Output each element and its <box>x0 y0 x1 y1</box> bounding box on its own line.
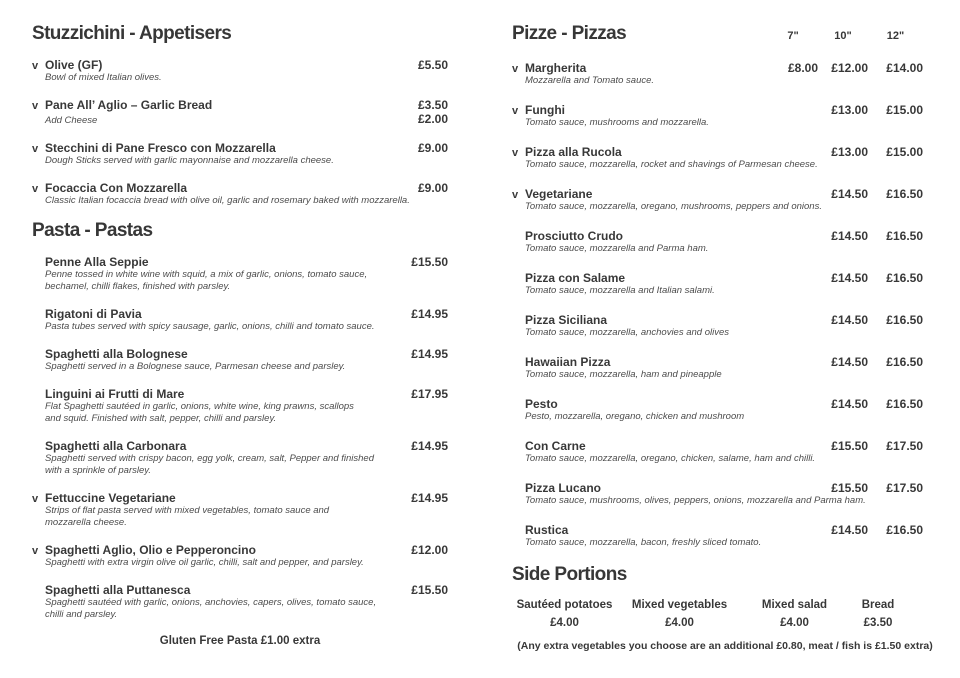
pizza-item <box>512 61 938 87</box>
pizza-price-12in: £16.50 <box>886 523 923 537</box>
item-name: Spaghetti alla Carbonara <box>45 439 187 453</box>
pizza-description: Tomato sauce, mozzarella, oregano, mushrooms, peppers and onions. <box>525 201 822 212</box>
item-description: Bowl of mixed Italian olives. <box>45 72 162 83</box>
menu-item <box>32 387 448 425</box>
pizza-price-7in: £8.00 <box>787 61 818 75</box>
vegetarian-icon: v <box>32 545 39 557</box>
pizza-price-10in: £12.00 <box>831 61 868 75</box>
pizza-item <box>512 187 938 213</box>
vegetarian-icon: v <box>32 143 39 155</box>
side-name: Mixed salad <box>761 599 828 611</box>
item-price: £14.95 <box>411 439 448 453</box>
menu-item <box>32 58 448 84</box>
item-price: £3.50 <box>417 98 448 112</box>
pizza-item <box>512 397 938 423</box>
pizza-name: Hawaiian Pizza <box>525 355 611 369</box>
size-header-12in: 12" <box>886 30 905 42</box>
item-price: £17.95 <box>411 387 448 401</box>
section-sides <box>512 565 938 652</box>
pizza-item <box>512 313 938 339</box>
vegetarian-icon: v <box>512 189 519 201</box>
side-item <box>847 599 909 630</box>
pizza-price-12in: £16.50 <box>886 187 923 201</box>
menu-item <box>32 181 448 207</box>
pizza-price-10in: £13.00 <box>831 145 868 159</box>
extras-note: (Any extra vegetables you choose are an additional £0.80, meat / fish is £1.50 extra) <box>517 640 933 652</box>
side-item <box>742 599 847 630</box>
pizza-item <box>512 523 938 549</box>
vegetarian-icon: v <box>32 100 39 112</box>
pizza-item <box>512 355 938 381</box>
appetisers-title: Stuzzichini - Appetisers <box>32 23 232 44</box>
pizza-item <box>512 481 938 507</box>
item-price: £15.50 <box>411 583 448 597</box>
item-description: Pasta tubes served with spicy sausage, garlic, onions, chilli and tomato sauce. <box>45 321 375 332</box>
pastas-list <box>32 255 448 621</box>
pizza-item <box>512 439 938 465</box>
pizza-price-12in: £17.50 <box>886 481 923 495</box>
pizza-item <box>512 103 938 129</box>
section-appetisers <box>32 24 448 207</box>
side-price: £4.00 <box>780 617 809 629</box>
section-pastas <box>32 221 448 647</box>
pizza-price-12in: £16.50 <box>886 355 923 369</box>
pizza-item <box>512 145 938 171</box>
vegetarian-icon: v <box>512 147 519 159</box>
pizza-name: Pizza alla Rucola <box>525 145 622 159</box>
pizza-price-12in: £14.00 <box>886 61 923 75</box>
pizza-name: Margherita <box>525 61 587 75</box>
pizza-price-12in: £16.50 <box>886 229 923 243</box>
vegetarian-icon: v <box>32 183 39 195</box>
item-description: Penne tossed in white wine with squid, a mix of garlic, onions, tomato sauce, <box>45 269 368 280</box>
left-column <box>32 24 448 652</box>
pizza-item <box>512 271 938 297</box>
item-name: Linguini ai Frutti di Mare <box>45 387 185 401</box>
pizza-price-12in: £16.50 <box>886 271 923 285</box>
pizza-price-10in: £14.50 <box>831 271 868 285</box>
menu-item <box>32 307 448 333</box>
pizza-price-10in: £15.50 <box>831 439 868 453</box>
vegetarian-icon: v <box>32 493 39 505</box>
item-price: £14.95 <box>411 491 448 505</box>
pizza-description: Tomato sauce, mozzarella and Italian salami. <box>525 285 715 296</box>
pizza-price-12in: £15.00 <box>886 103 923 117</box>
pizza-price-10in: £14.50 <box>831 229 868 243</box>
item-price: £12.00 <box>411 543 448 557</box>
side-name: Sautéed potatoes <box>516 599 613 611</box>
menu-item <box>32 141 448 167</box>
pizza-name: Pizza Siciliana <box>525 313 608 327</box>
sides-list <box>512 599 938 630</box>
pizza-price-12in: £16.50 <box>886 397 923 411</box>
pizza-price-10in: £14.50 <box>831 397 868 411</box>
size-header-7in: 7" <box>787 30 799 42</box>
pizza-description: Tomato sauce, mozzarella and Parma ham. <box>525 243 709 254</box>
pizza-price-10in: £14.50 <box>831 313 868 327</box>
menu-item <box>32 543 448 569</box>
pizzas-title: Pizze - Pizzas <box>512 23 627 44</box>
item-description: Spaghetti with extra virgin olive oil garlic, chilli, salt and pepper, and parsley. <box>45 557 364 568</box>
pizza-item <box>512 229 938 255</box>
side-item <box>512 599 617 630</box>
pizza-price-10in: £15.50 <box>831 481 868 495</box>
item-name: Olive (GF) <box>45 58 103 72</box>
pizza-description: Tomato sauce, mozzarella, ham and pineapple <box>525 369 722 380</box>
pizza-name: Funghi <box>525 103 565 117</box>
menu-item <box>32 255 448 293</box>
menu-item <box>32 347 448 373</box>
pizza-header-row <box>512 24 938 44</box>
item-name: Penne Alla Seppie <box>45 255 149 269</box>
item-name: Fettuccine Vegetariane <box>45 491 176 505</box>
side-item <box>617 599 742 630</box>
pizza-description: Tomato sauce, mushrooms and mozzarella. <box>525 117 709 128</box>
pizza-price-10in: £14.50 <box>831 355 868 369</box>
pizza-price-10in: £14.50 <box>831 523 868 537</box>
pizza-description: Mozzarella and Tomato sauce. <box>525 75 655 86</box>
pizza-name: Pesto <box>525 397 558 411</box>
item-name: Spaghetti alla Puttanesca <box>45 583 191 597</box>
pizza-description: Tomato sauce, mozzarella, bacon, freshly sliced tomato. <box>525 537 762 548</box>
vegetarian-icon: v <box>32 60 39 72</box>
item-description: Add Cheese <box>45 115 98 126</box>
pizza-name: Rustica <box>525 523 569 537</box>
pizza-name: Pizza con Salame <box>525 271 626 285</box>
item-name: Spaghetti Aglio, Olio e Pepperoncino <box>45 543 256 557</box>
appetisers-list <box>32 58 448 207</box>
item-name: Stecchini di Pane Fresco con Mozzarella <box>45 141 276 155</box>
item-price: £9.00 <box>417 181 448 195</box>
item-description: Dough Sticks served with garlic mayonnaise and mozzarella cheese. <box>45 155 334 166</box>
side-name: Mixed vegetables <box>631 599 728 611</box>
item-description: Spaghetti served with crispy bacon, egg yolk, cream, salt, Pepper and finished <box>45 453 374 464</box>
item-description: chilli and parsley. <box>45 609 118 620</box>
pizza-description: Pesto, mozzarella, oregano, chicken and mushroom <box>525 411 745 422</box>
vegetarian-icon: v <box>512 105 519 117</box>
section-pizzas <box>512 24 938 549</box>
item-price: £9.00 <box>417 141 448 155</box>
right-column <box>512 24 938 652</box>
pizza-price-12in: £16.50 <box>886 313 923 327</box>
item-description: and squid. Finished with salt, pepper, chilli and parsley. <box>45 413 277 424</box>
pizza-price-12in: £17.50 <box>886 439 923 453</box>
item-name: Spaghetti alla Bolognese <box>45 347 188 361</box>
item-name: Rigatoni di Pavia <box>45 307 142 321</box>
side-price: £4.00 <box>665 617 694 629</box>
pastas-title: Pasta - Pastas <box>32 220 153 241</box>
menu-item <box>32 439 448 477</box>
item-description: Spaghetti served in a Bolognese sauce, Parmesan cheese and parsley. <box>45 361 346 372</box>
item-addon-price: £2.00 <box>417 112 448 126</box>
item-description: with a sprinkle of parsley. <box>45 465 151 476</box>
item-description: bechamel, chilli flakes, finished with parsley. <box>45 281 231 292</box>
pizza-price-10in: £13.00 <box>831 103 868 117</box>
item-description: Strips of flat pasta served with mixed vegetables, tomato sauce and <box>45 505 330 516</box>
gluten-free-note: Gluten Free Pasta £1.00 extra <box>159 635 321 647</box>
side-name: Bread <box>861 599 895 611</box>
pizza-name: Pizza Lucano <box>525 481 602 495</box>
item-name: Pane All’ Aglio – Garlic Bread <box>45 98 213 112</box>
vegetarian-icon: v <box>512 63 519 75</box>
item-price: £5.50 <box>417 58 448 72</box>
item-description: Classic Italian focaccia bread with olive oil, garlic and rosemary baked with mozzarella. <box>45 195 410 206</box>
menu-item <box>32 583 448 621</box>
item-description: Flat Spaghetti sautéed in garlic, onions, white wine, king prawns, scallops <box>45 401 354 412</box>
item-description: mozzarella cheese. <box>45 517 127 528</box>
item-price: £15.50 <box>411 255 448 269</box>
pizzas-list <box>512 61 938 549</box>
side-price: £4.00 <box>550 617 579 629</box>
menu-item <box>32 491 448 529</box>
item-price: £14.95 <box>411 347 448 361</box>
item-description: Spaghetti sautéed with garlic, onions, anchovies, capers, olives, tomato sauce, <box>45 597 377 608</box>
size-header-10in: 10" <box>834 30 852 42</box>
pizza-description: Tomato sauce, mozzarella, anchovies and olives <box>525 327 730 338</box>
pizza-description: Tomato sauce, mozzarella, rocket and shavings of Parmesan cheese. <box>525 159 818 170</box>
pizza-description: Tomato sauce, mushrooms, olives, peppers, onions, mozzarella and Parma ham. <box>525 495 866 506</box>
pizza-description: Tomato sauce, mozzarella, oregano, chicken, salame, ham and chilli. <box>525 453 816 464</box>
pizza-name: Con Carne <box>525 439 586 453</box>
item-price: £14.95 <box>411 307 448 321</box>
side-price: £3.50 <box>863 617 893 629</box>
sides-title: Side Portions <box>512 564 627 585</box>
menu-item <box>32 98 448 127</box>
pizza-name: Vegetariane <box>525 187 593 201</box>
pizza-name: Prosciutto Crudo <box>525 229 623 243</box>
item-name: Focaccia Con Mozzarella <box>45 181 188 195</box>
pizza-price-12in: £15.00 <box>886 145 923 159</box>
pizza-price-10in: £14.50 <box>831 187 868 201</box>
